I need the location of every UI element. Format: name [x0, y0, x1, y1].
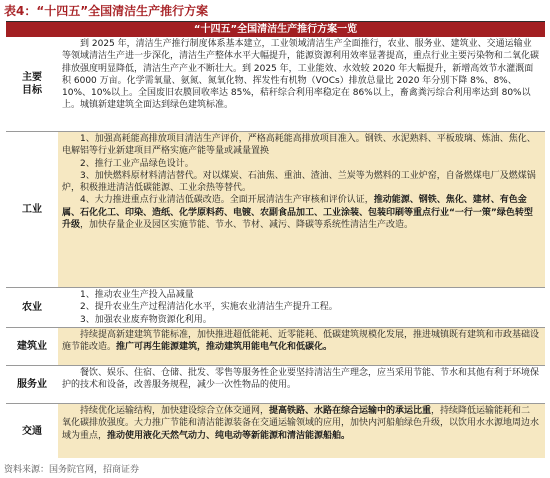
content-paragraph	[62, 38, 539, 112]
row-agriculture	[6, 288, 545, 328]
body-text: 3、加强农业废弃物资源化利用。	[80, 314, 212, 325]
plan-table	[6, 21, 545, 458]
body-text: 3、加快燃料原材料清洁替代。对以煤炭、石油焦、重油、渣油、兰炭等为燃料的工业炉窑，自备燃煤电厂及燃煤锅炉，积极推进清洁低碳能源、工业余热等替代。	[62, 170, 536, 194]
body-text: ，持续降低运输能耗和二氧化碳排放强度。大力推广节能和清洁能源装备在交通运输领域的应用，加快内河船舶绿色升级，以饮用水水源地周边水域为重点，	[62, 406, 540, 441]
highlighted-text: 推动能源、钢铁、焦化、建材、有色金属、石化化工、印染、造纸、化学原料药、电镀、农副食品加工、工业涂装、包装印刷等重点行业“一行一策”绿色转型升级	[62, 195, 533, 231]
content-paragraph	[62, 158, 539, 170]
table-header: “十四五”全国清洁生产推行方案一览	[6, 22, 545, 37]
table-body	[6, 37, 545, 458]
content-paragraph	[62, 329, 539, 354]
highlighted-text: 推动使用液化天然气动力、纯电动等新能源和清洁能源船舶。	[107, 430, 351, 441]
table-caption: 表4：“十四五”全国清洁生产推行方案	[4, 4, 209, 18]
category-label: 主要目标	[6, 37, 58, 131]
category-content	[58, 366, 545, 403]
body-text: 持续提高新建建筑节能标准，加快推进超低能耗、近零能耗、低碳建筑规模化发展，推进城镇既有建筑和市政基础设施节能改造。	[62, 330, 540, 353]
content-paragraph	[62, 314, 539, 326]
content-paragraph	[62, 289, 539, 301]
category-label: 交通	[6, 404, 58, 458]
body-text: 1、加强高耗能高排放项目清洁生产评价，严格高耗能高排放项目准入。钢铁、水泥熟料、平板玻璃、炼油、焦化、电解铝等行业新建项目严格实施产能等量或减量置换	[62, 134, 536, 157]
category-label: 农业	[6, 288, 58, 327]
content-paragraph	[62, 301, 539, 313]
body-text: ，加快存量企业及园区实施节能、节水、节材、减污、降碳等系统性清洁生产改造。	[80, 220, 414, 231]
category-label: 建筑业	[6, 328, 58, 365]
content-paragraph	[62, 194, 539, 231]
row-services	[6, 366, 545, 404]
source-note: 资料来源：国务院官网，招商证券	[4, 465, 140, 475]
highlighted-text: 提高铁路、水路在综合运输中的承运比重	[269, 406, 432, 416]
body-text: 2、提升农业生产过程清洁化水平，实施农业清洁生产提升工程。	[80, 302, 338, 313]
highlighted-text: 推广可再生能源建筑，推动建筑用能电气化和低碳化。	[116, 342, 333, 353]
row-construction	[6, 328, 545, 366]
category-content	[58, 328, 545, 365]
row-main-goals	[6, 37, 545, 132]
body-text: 到 2025 年，清洁生产推行制度体系基本建立，工业领域清洁生产全面推行，农业、服务业、建筑业、交通运输业等领域清洁生产进一步深化，清洁生产整体水平大幅提升，能源资源利用效率显著提高，重点行业主要污染物和二氧化碳排放强度明显降低，清洁生产产业不断壮大。到 2025 年，工业能效、水效较 2020 年大幅提升，新增高效节水灌溉面积 6000 万亩。化学需氧量、氨氮、氮氧化物、挥发性有机物（VOCs）排放总量比 2020 年分别下降 8%、8%、10%、10%以上。全国废旧农膜回收率达 85%，秸秆综合利用率稳定在 86%以上，畜禽粪污综合利用率达到 80%以上。城镇新建建筑全面达到绿色建筑标准。	[62, 39, 540, 111]
row-industry	[6, 132, 545, 288]
category-content	[58, 132, 545, 287]
category-content	[58, 37, 545, 131]
content-paragraph	[62, 405, 539, 442]
content-paragraph	[62, 170, 539, 195]
category-content	[58, 404, 545, 458]
body-text: 餐饮、娱乐、住宿、仓储、批发、零售等服务性企业要坚持清洁生产理念，应当采用节能、节水和其他有利于环境保护的技术和设备，改善服务规程，减少一次性物品的使用。	[62, 368, 540, 391]
category-label: 工业	[6, 132, 58, 287]
category-label: 服务业	[6, 366, 58, 403]
body-text: 2、推行工业产品绿色设计。	[80, 158, 194, 169]
body-text: 4、大力推进重点行业清洁低碳改造。全面开展清洁生产审核和评价认证，	[80, 195, 374, 206]
content-paragraph	[62, 367, 539, 392]
content-paragraph	[62, 133, 539, 158]
row-transport	[6, 404, 545, 458]
category-content	[58, 288, 545, 327]
body-text: 1、推动农业生产投入品减量	[80, 290, 194, 300]
body-text: 持续优化运输结构，加快建设综合立体交通网，	[80, 406, 270, 416]
